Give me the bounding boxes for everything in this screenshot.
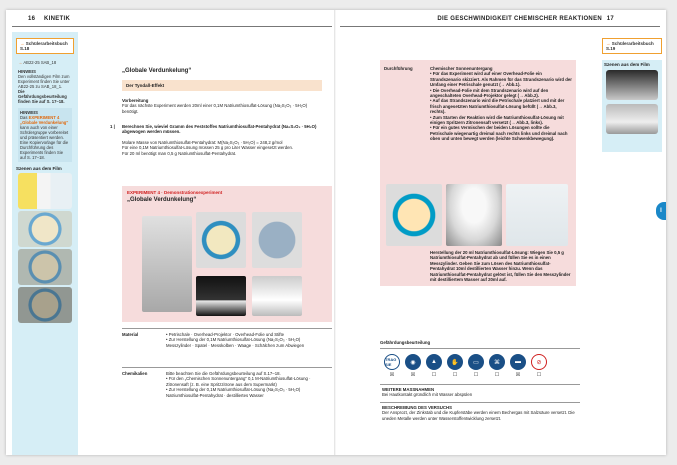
hinweis-1-text: Den vollständigen Film zum Experiment finden Sie unter AB22-25 zu SAB_18_1.: [18, 74, 70, 89]
gefaehrdung-title: [380, 340, 580, 345]
right-sidebar: [598, 32, 666, 455]
durchfuehrung-label: [384, 66, 428, 71]
hazard-checkbox[interactable]: ☐: [431, 372, 437, 378]
chemikalien-intro: Bitte beachten Sie die Gefährdungsbeurteilung auf S.17–18.: [166, 371, 281, 376]
hazard-checkbox[interactable]: ☒: [515, 372, 521, 378]
hinweis-2-rest: kann auch von einer Schülergruppe vorbereitet und präsentiert werden. Eine Kopiervorlage für die Durchführung des Experiments finden Sie auf S. 17–18.: [20, 125, 69, 160]
workbook-ref-right[interactable]: [602, 38, 662, 54]
hinweis-2-experiment: EXPERIMENT 4 „Globale Verdunkelung“: [20, 115, 69, 125]
beschreibung: [382, 405, 578, 421]
arrow-icon: →: [606, 41, 612, 46]
durchfuehrung-step: Für das Experiment wird auf einer Overhead-Folie ein Strandszenario skizziert. Als Rahmen für das Strandszenario wird der Umfang einer Petrischale genutzt (→ Abb.1).: [430, 71, 572, 88]
hinweis-1: [18, 69, 72, 104]
gloves-icon: ✋: [447, 354, 463, 370]
vorbereitung-title: Vorbereitung: [122, 98, 149, 103]
beschreibung-text: Der Ansprozt, der Zinkstab und die Kupferstäbe werden einem Bechergas mit Salzsäure versetzt. Die uneden Metalle werden unter Wasserstoffentwicklung zersetzt.: [382, 410, 575, 421]
vorbereitung-text: Für das nächste Experiment werden 20ml einer 0,1M Natriumthiosulfat-Lösung (Na₂S₂O₃ · 5H₂O) benötigt.: [122, 103, 308, 114]
durchfuehrung-step: Zum Starten der Reaktion wird die Natriumthiosulfat-Lösung mit einigen Spritzern Zitronensaft versetzt (→ Abb.3, links).: [430, 114, 564, 126]
vorbereitung: [122, 98, 322, 114]
chemikalien-label: [122, 371, 162, 376]
task-text: [122, 124, 322, 135]
hinweis-2-line1: Das: [20, 115, 28, 120]
material-list: • Petrischale · Overhead-Projektor · Overhead-Folie und Stifte • Zur Herstellung der 0,1M Natriumthiosulfat-Lösung (Na₂S₂O₃ · 5H₂O) Messzylinder · Spatel · Messkolben · Waage · Schälchen zum Abwiegen: [166, 332, 305, 348]
calc-line-2: Für eine 0,1M Natriumthiosulfat-Lösung müssen 25 g pro Liter Wasser eingesetzt werden.: [122, 145, 294, 151]
hinweis-1-title: HINWEIS: [18, 69, 36, 74]
tragen-icon: TRAG SIE: [384, 354, 400, 370]
ab-ref-label: AB22-25 SAB_18: [23, 60, 57, 65]
chemikalien-item: Zur Herstellung der 0,1M Natriumthiosulfat-Lösung (Na₂S₂O₃ · 5H₂O) Natriumthiosulfat-Pentahydrat · destilliertes Wasser: [166, 387, 301, 398]
durchfuehrung-label-text: Durchführung: [384, 66, 413, 71]
right-page: [336, 10, 666, 455]
hazard-checkbox[interactable]: ☒: [389, 372, 395, 378]
reaction-light-photo: [252, 276, 302, 316]
goggles-icon: ◉: [405, 354, 421, 370]
page-number-left: 16: [28, 16, 36, 22]
massnahmen-title: WEITERE MASSNAHMEN: [382, 387, 435, 392]
reaction-dark-photo: [196, 276, 246, 316]
film-still-4[interactable]: [18, 287, 72, 323]
disposal-icon: ▬: [510, 354, 526, 370]
durchfuehrung-step: Die Overhead-Folie mit dem Strandszenario wird auf den angeschalteten Overhead-Projektor gelegt (→ Abb.2).: [430, 87, 549, 99]
ab-ref[interactable]: [18, 60, 72, 65]
calc-line-3: Für 20 ml benötigt man 0,5 g Natriumthiosulfat-Pentahydrat.: [122, 150, 237, 156]
hinweis-1-extra: Die Gefährdungsbeurteilung finden Sie auf S. 17–18.: [18, 89, 67, 104]
chemikalien-label-text: Chemikalien: [122, 371, 148, 376]
no-food-icon: ⊘: [531, 354, 547, 370]
hazard-icon-row: [384, 354, 547, 370]
durchfuehrung-step: Auf das Strandszenario wird die Petrischale platziert und mit der frisch angesetzten Natriumthiosulfat-Lösung befüllt (→ Abb.3, rechts).: [430, 98, 565, 115]
calc-line-1: Molare Masse von Natriumthiosulfat-Pentahydrat: M(Na₂S₂O₃ · 5H₂O) = 248,2 g/mol: [122, 140, 283, 145]
herstellung-text: Herstellung der 20 ml Natriumthiosulfat-Lösung: Wiegen Sie 0,5 g Natriumthiosulfat-Pentahydrat ab und füllen Sie es in einen Messzylinder. Geben Sie zum Lösen des Natriumthiosulfat-Pentahydrat 10ml destillierten Wasser hinzu. Wenn das Natriumthiosulfat-Pentahydrat gelöst ist, füllen Sie den Messzylinder mit destilliertem Wasser auf 20ml auf.: [430, 250, 571, 283]
gefaehrdung-title-text: Gefährdungsbeurteilung: [380, 340, 431, 345]
experiment-title: „Globale Verdunkelung“: [127, 197, 197, 203]
beschreibung-title: BESCHREIBUNG DES VERSUCHS: [382, 405, 452, 410]
hazard-checkbox[interactable]: ☐: [452, 372, 458, 378]
massnahmen-rule: [380, 384, 580, 385]
ventilation-icon: ⌘: [489, 354, 505, 370]
flask-photo: [446, 184, 502, 246]
chapter-title: KINETIK: [44, 16, 71, 22]
arrow-icon: →: [20, 41, 26, 46]
projector-photo: [142, 216, 192, 312]
header-rule-right: [340, 26, 660, 27]
workbook-ref-right-label: Schülerarbeitsbuch S.19: [606, 41, 654, 51]
task-number: [110, 124, 120, 129]
right-header-title: DIE GESCHWINDIGKEIT CHEMISCHER REAKTIONEN: [437, 16, 602, 22]
hazard-checkbox-row: [384, 372, 547, 378]
hinweis-2: [18, 108, 72, 162]
material-item: Zur Herstellung der 0,1M Natriumthiosulfat-Lösung (Na₂S₂O₃ · 5H₂O) Messzylinder · Spatel · Messkolben · Waage · Schälchen zum Abwiegen: [166, 337, 305, 348]
beach-drawing-photo: [196, 212, 246, 268]
petri-beach-photo: [386, 184, 442, 246]
film-still-right-2[interactable]: [606, 104, 658, 134]
petri-dish-photo: [252, 212, 302, 268]
hazard-checkbox[interactable]: ☒: [410, 372, 416, 378]
left-sidebar: [12, 32, 78, 455]
book-spread: [6, 10, 666, 455]
material-item: Petrischale · Overhead-Projektor · Overhead-Folie und Stifte: [168, 332, 285, 337]
workbook-ref[interactable]: [16, 38, 74, 54]
chapter-tab[interactable]: I: [656, 202, 666, 220]
table-rule-1: [122, 328, 332, 329]
material-label-text: Material: [122, 332, 139, 337]
massnahmen: [382, 387, 578, 398]
film-panel-right: [602, 60, 662, 152]
massnahmen-text: Bei Hautkontakt gründlich mit Wasser abspülen: [382, 392, 473, 398]
film-still-1[interactable]: [18, 173, 72, 209]
hinweis-2-title: HINWEIS: [20, 110, 38, 115]
film-title-right: Szenen aus dem Film: [604, 62, 650, 67]
chemikalien-list: Bitte beachten Sie die Gefährdungsbeurteilung auf S.17–18. • Für den „Chemischen Sonnenuntergang“ 0,1 M-Natriumthiosulfat-Lösung · Zitronensaft (z. B. eine Spritzzitrone aus dem Supermarkt) • Zur Herstellung der 0,1M Natriumthiosulfat-Lösung (Na₂S₂O₃ · 5H₂O) Natriumthiosulfat-Pentahydrat · destilliertes Wasser: [166, 371, 311, 398]
fume-hood-icon: ▭: [468, 354, 484, 370]
hazard-checkbox[interactable]: ☐: [494, 372, 500, 378]
material-label: [122, 332, 162, 337]
cylinder-photo: [506, 184, 568, 246]
herstellung: [430, 250, 572, 282]
lab-coat-icon: ▲: [426, 354, 442, 370]
film-still-3[interactable]: [18, 249, 72, 285]
tyndall-label: Der Tyndall-Effekt: [122, 80, 322, 91]
page-number-right: 17: [606, 16, 614, 22]
task-number-label: 1 |: [110, 124, 115, 129]
beschreibung-rule: [380, 402, 580, 403]
workbook-ref-label: Schülerarbeitsbuch S.18: [20, 41, 68, 51]
section-title: „Globale Verdunkelung“: [122, 68, 192, 74]
calculation: [122, 140, 327, 156]
durchfuehrung-title: Chemischer Sonnenuntergang: [430, 66, 493, 71]
hazard-checkbox[interactable]: ☐: [473, 372, 479, 378]
link-arrow-icon: →: [18, 60, 24, 65]
film-still-2[interactable]: [18, 211, 72, 247]
film-still-right-1[interactable]: [606, 70, 658, 100]
header-rule: [12, 26, 332, 27]
film-title-left: Szenen aus dem Film: [16, 166, 62, 171]
durchfuehrung-step: Für ein gutes Vermischen der beiden Lösungen sollte die Petrischale wiegenartig dreimal nach rechts links und dreimal nach oben und unten bewegt werden (leichte Schwenkbewegung).: [430, 125, 568, 142]
task-text-label: Berechnen Sie, wieviel Gramm des Feststoffes Natriumthiosulfat-Pentahydrat (Na₂S₂O₃ · 5H₂O) abgewogen werden müssen.: [122, 124, 317, 135]
table-rule-2: [122, 367, 332, 368]
hazard-checkbox[interactable]: ☐: [536, 372, 542, 378]
gefaehrdung-rule: [380, 348, 580, 349]
experiment-label: EXPERIMENT 4 · Demonstrationsexperiment: [127, 190, 223, 195]
durchfuehrung-list: Chemischer Sonnenuntergang • Für das Experiment wird auf einer Overhead-Folie ein Strandszenario skizziert. Als Rahmen für das Strandszenario wird der Umfang einer Petrischale genutzt (→ Abb.1). • Die Overhead-Folie mit dem Strandszenario wird auf den angeschalteten Overhead-Projektor gelegt (→ Abb.2). • Auf das Strandszenario wird die Petrischale platziert und mit der frisch angesetzten Natriumthiosulfat-Lösung befüllt (→ Abb.3, rechts). • Zum Starten der Reaktion wird die Natriumthiosulfat-Lösung mit einigen Spritzern Zitronensaft versetzt (→ Abb.3, links). • Für ein gutes Vermischen der beiden Lösungen sollte die Petrischale wiegenartig dreimal nach rechts links und dreimal nach oben und unten bewegt werden (leichte Schwenkbewegung).: [430, 66, 572, 142]
chemikalien-item: Für den „Chemischen Sonnenuntergang“ 0,1 M-Natriumthiosulfat-Lösung · Zitronensaft (z. B. eine Spritzzitrone aus dem Supermarkt): [166, 376, 311, 387]
left-page: [6, 10, 336, 455]
